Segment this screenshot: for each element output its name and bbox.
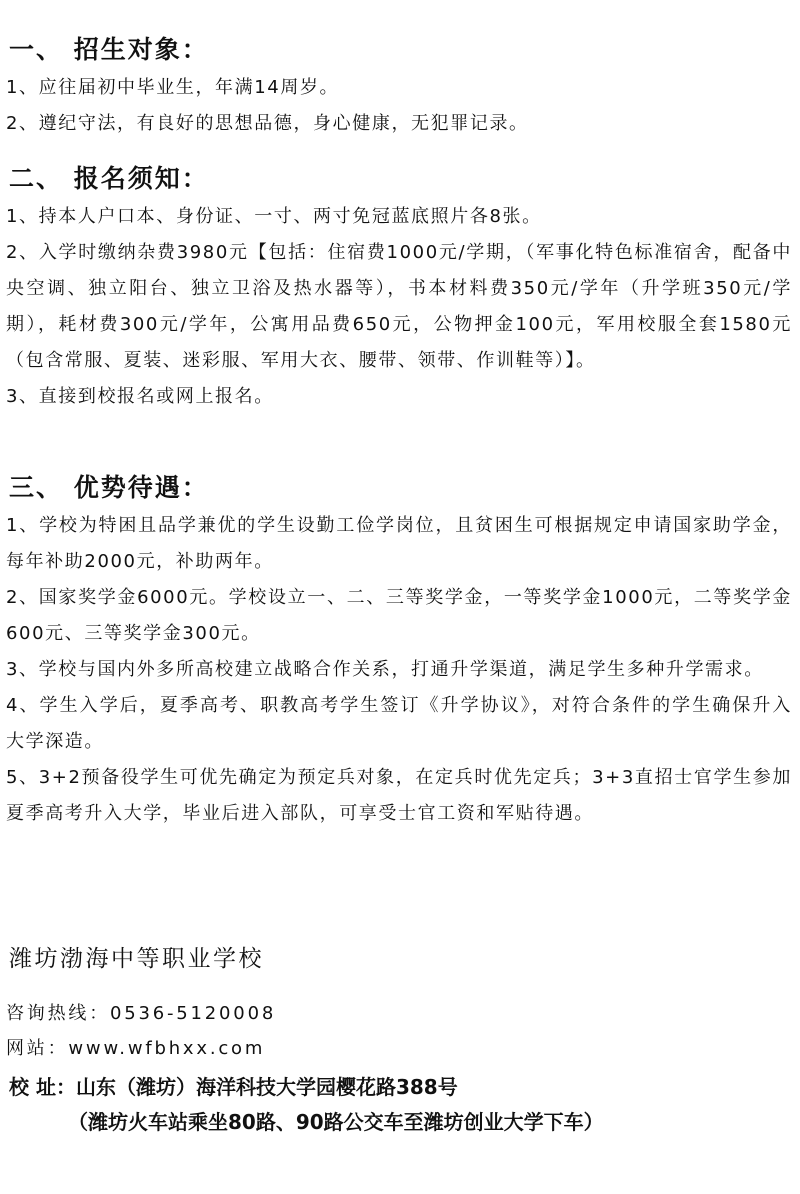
list-item: 3、学校与国内外多所高校建立战略合作关系，打通升学渠道，满足学生多种升学需求。 (6, 659, 764, 680)
list-item: 2、入学时缴纳杂费3980元【包括：住宿费1000元/学期，（军事化特色标准宿舍，配备中央空调、独立阳台、独立卫浴及热水器等），书本材料费350元/学年（升学班350元/学期），耗材费300元/学年，公寓用品费650元，公物押金100元，军用校服全套1580元（包含常服、夏装、迷彩服、军用大衣、腰带、领带、作训鞋等）】。 (6, 242, 792, 371)
section-heading: 一、 招生对象： (9, 35, 209, 64)
section-heading: 三、 优势待遇： (9, 473, 209, 502)
list-item: 1、应往届初中毕业生，年满14周岁。 (6, 77, 340, 98)
list-item: 1、学校为特困且品学兼优的学生设勤工俭学岗位，且贫困生可根据规定申请国家助学金，每年补助2000元，补助两年。 (6, 515, 792, 572)
list-item: 1、持本人户口本、身份证、一寸、两寸免冠蓝底照片各8张。 (6, 206, 542, 227)
item-list (0, 70, 795, 142)
item-list (0, 508, 795, 832)
school-name: 潍坊渤海中等职业学校 (9, 946, 264, 972)
website-link[interactable]: 网站：www.wfbhxx.com (6, 1038, 266, 1059)
list-item: 2、遵纪守法，有良好的思想品德，身心健康，无犯罪记录。 (6, 113, 529, 134)
list-item: 2、国家奖学金6000元。学校设立一、二、三等奖学金，一等奖学金1000元，二等奖学金600元、三等奖学金300元。 (6, 587, 792, 644)
list-item: 5、3+2预备役学生可优先确定为预定兵对象，在定兵时优先定兵；3+3直招士官学生参加夏季高考升入大学，毕业后进入部队，可享受士官工资和军贴待遇。 (6, 767, 792, 824)
list-item: 3、直接到校报名或网上报名。 (6, 386, 274, 407)
section-heading: 二、 报名须知： (9, 164, 209, 193)
item-list (0, 199, 795, 415)
school-address: 校 址：山东（潍坊）海洋科技大学园樱花路388号 (9, 1075, 458, 1099)
list-item: 4、学生入学后，夏季高考、职教高考学生签订《升学协议》，对符合条件的学生确保升入大学深造。 (6, 695, 792, 752)
contact-hotline: 咨询热线：0536-5120008 (6, 1003, 277, 1024)
transport-route-note: （潍坊火车站乘坐80路、90路公交车至潍坊创业大学下车） (68, 1110, 604, 1134)
